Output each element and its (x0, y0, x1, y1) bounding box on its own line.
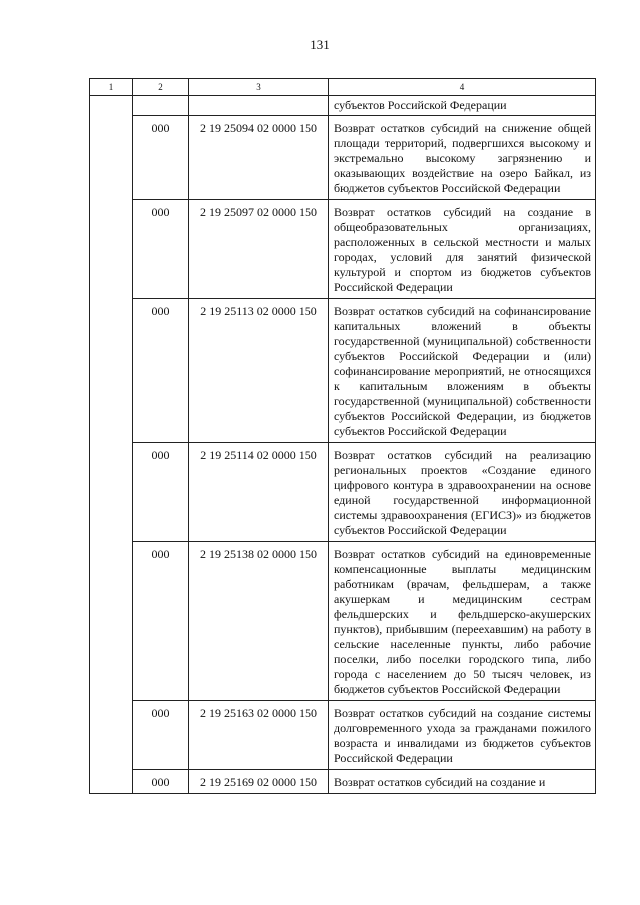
admin-code-cell: 000 (133, 542, 189, 701)
kbk-code-cell: 2 19 25169 02 0000 150 (189, 770, 329, 794)
description-cell: Возврат остатков субсидий на реализацию региональных проектов «Создание единого цифрового контура в здравоохранении на основе единой государственной информационной системы здравоохранения (ЕГИСЗ)» из бюджетов субъектов Российской Федерации (329, 443, 596, 542)
description-cell: Возврат остатков субсидий на единовременные компенсационные выплаты медицинским работникам (врачам, фельдшерам, а также акушеркам и медицинским сестрам фельдшерских и фельдшерско-акушерских пунктов), прибывшим (переехавшим) на работу в сельские населенные пункты, либо рабочие поселки, либо поселки городского типа, либо города с населением до 50 тысяч человек, из бюджетов субъектов Российской Федерации (329, 542, 596, 701)
column-header: 2 (133, 79, 189, 96)
table-row (90, 443, 596, 542)
kbk-code-cell: 2 19 25094 02 0000 150 (189, 116, 329, 200)
budget-classification-table (89, 78, 596, 794)
table-row (90, 200, 596, 299)
description-cell: Возврат остатков субсидий на софинансирование капитальных вложений в объекты государственной (муниципальной) собственности субъектов Российской Федерации и (или) софинансирование мероприятий, не относящихся к капитальным вложениям в объекты государственной (муниципальной) собственности субъектов Российской Федерации, из бюджетов субъектов Российской Федерации (329, 299, 596, 443)
table-row (90, 770, 596, 794)
kbk-code-cell: 2 19 25097 02 0000 150 (189, 200, 329, 299)
table-row (90, 701, 596, 770)
admin-code-cell: 000 (133, 770, 189, 794)
column-header: 4 (329, 79, 596, 96)
admin-code-cell: 000 (133, 701, 189, 770)
kbk-code-cell: 2 19 25113 02 0000 150 (189, 299, 329, 443)
table-header-row (90, 79, 596, 96)
empty-cell (133, 96, 189, 116)
admin-code-cell: 000 (133, 200, 189, 299)
page-number: 131 (310, 37, 330, 52)
table-row (90, 299, 596, 443)
admin-code-cell: 000 (133, 116, 189, 200)
continuation-text: субъектов Российской Федерации (329, 96, 596, 116)
description-cell: Возврат остатков субсидий на снижение общей площади территорий, подвергшихся высокому и экстремально высокому загрязнению и оказывающих воздействие на озеро Байкал, из бюджетов субъектов Российской Федерации (329, 116, 596, 200)
kbk-code-cell: 2 19 25138 02 0000 150 (189, 542, 329, 701)
column-header: 3 (189, 79, 329, 96)
admin-code-cell: 000 (133, 299, 189, 443)
kbk-code-cell: 2 19 25114 02 0000 150 (189, 443, 329, 542)
description-cell: Возврат остатков субсидий на создание системы долговременного ухода за гражданами пожилого возраста и инвалидами из бюджетов субъектов Российской Федерации (329, 701, 596, 770)
group-cell (90, 96, 133, 794)
description-cell: Возврат остатков субсидий на создание и (329, 770, 596, 794)
continuation-row (90, 96, 596, 116)
table-row (90, 542, 596, 701)
description-cell: Возврат остатков субсидий на создание в общеобразовательных организациях, расположенных в сельской местности и малых городах, условий для занятий физической культурой и спортом из бюджетов субъектов Российской Федерации (329, 200, 596, 299)
admin-code-cell: 000 (133, 443, 189, 542)
empty-cell (189, 96, 329, 116)
kbk-code-cell: 2 19 25163 02 0000 150 (189, 701, 329, 770)
table-row (90, 116, 596, 200)
column-header: 1 (90, 79, 133, 96)
